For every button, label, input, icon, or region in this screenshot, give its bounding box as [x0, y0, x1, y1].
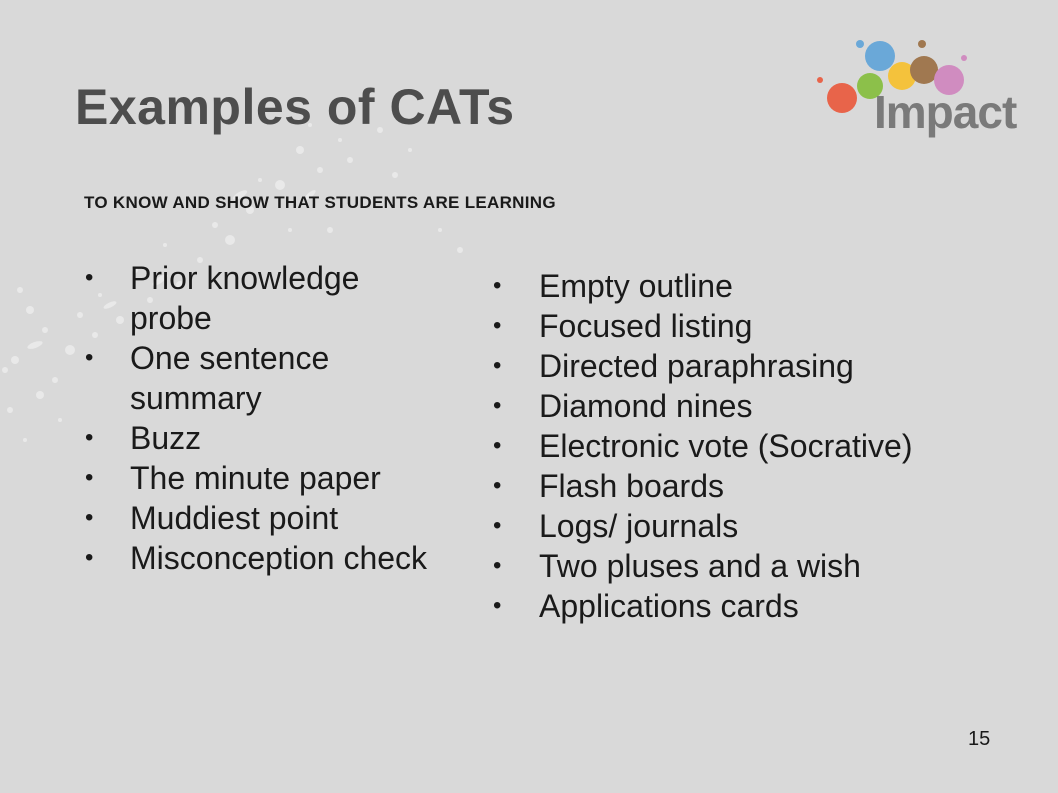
list-item: • Flash boards [539, 466, 1039, 506]
list-item: • Directed paraphrasing [539, 346, 1039, 386]
list-item: • Diamond nines [539, 386, 1039, 426]
list-item: • Logs/ journals [539, 506, 1039, 546]
right-bullet-list [539, 266, 1039, 626]
list-item: • Focused listing [539, 306, 1039, 346]
list-item: • The minute paper [130, 458, 430, 498]
list-item: • Two pluses and a wish [539, 546, 1039, 586]
slide-title: Examples of CATs [75, 79, 515, 135]
list-item: • Electronic vote (Socrative) [539, 426, 1039, 466]
list-item: • Misconception check [130, 538, 430, 578]
logo-text: Impact [874, 86, 1017, 138]
left-bullet-list [130, 258, 430, 578]
list-item: • Prior knowledge probe [130, 258, 430, 338]
page-number: 15 [968, 728, 991, 750]
list-item: • Buzz [130, 418, 430, 458]
impact-logo [812, 34, 1027, 146]
list-item: • Muddiest point [130, 498, 430, 538]
slide-subtitle: TO KNOW AND SHOW THAT STUDENTS ARE LEARNING [84, 193, 556, 212]
list-item: • Applications cards [539, 586, 1039, 626]
list-item: • Empty outline [539, 266, 1039, 306]
list-item: • One sentence summary [130, 338, 430, 418]
